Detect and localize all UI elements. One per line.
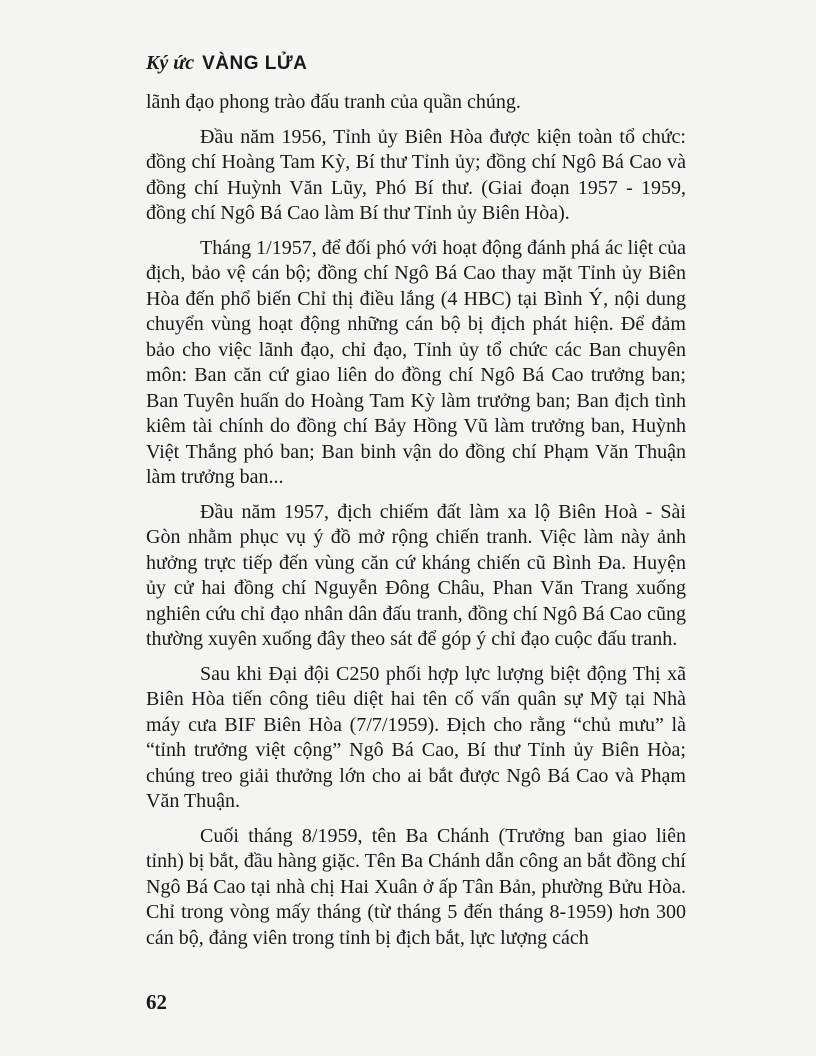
paragraph: Sau khi Đại đội C250 phối hợp lực lượng biệt động Thị xã Biên Hòa tiến công tiêu diệt hai tên cố vấn quân sự Mỹ tại Nhà máy cưa BIF Biên Hòa (7/7/1959). Địch cho rằng “chủ mưu” là “tỉnh trưởng việt cộng” Ngô Bá Cao, Bí thư Tỉnh ủy Biên Hòa; chúng treo giải thưởng lớn cho ai bắt được Ngô Bá Cao và Phạm Văn Thuận. [146, 662, 686, 812]
body-text [146, 90, 686, 951]
paragraph: lãnh đạo phong trào đấu tranh của quần chúng. [146, 91, 521, 113]
paragraph: Đầu năm 1956, Tỉnh ủy Biên Hòa được kiện toàn tổ chức: đồng chí Hoàng Tam Kỳ, Bí thư Tỉnh ủy; đồng chí Ngô Bá Cao và đồng chí Huỳnh Văn Lũy, Phó Bí thư. (Giai đoạn 1957 - 1959, đồng chí Ngô Bá Cao làm Bí thư Tỉnh ủy Biên Hòa). [146, 125, 686, 224]
running-header [146, 52, 307, 75]
header-script-title: Ký ức [146, 52, 195, 74]
paragraph: Cuối tháng 8/1959, tên Ba Chánh (Trưởng ban giao liên tỉnh) bị bắt, đầu hàng giặc. Tên Ba Chánh dẫn công an bắt đồng chí Ngô Bá Cao tại nhà chị Hai Xuân ở ấp Tân Bản, phường Bửu Hòa. Chỉ trong vòng mấy tháng (từ tháng 5 đến tháng 8-1959) hơn 300 cán bộ, đảng viên trong tỉnh bị địch bắt, lực lượng cách [146, 824, 686, 949]
page-number: 62 [146, 990, 167, 1014]
paragraph: Đầu năm 1957, địch chiếm đất làm xa lộ Biên Hoà - Sài Gòn nhằm phục vụ ý đồ mở rộng chiến tranh. Việc làm này ảnh hưởng trực tiếp đến vùng căn cứ kháng chiến cũ Bình Đa. Huyện ủy cử hai đồng chí Nguyễn Đông Châu, Phan Văn Trang xuống nghiên cứu chỉ đạo nhân dân đấu tranh, đồng chí Ngô Bá Cao cũng thường xuyên xuống đây theo sát để góp ý chỉ đạo cuộc đấu tranh. [146, 500, 686, 650]
paragraph: Tháng 1/1957, để đối phó với hoạt động đánh phá ác liệt của địch, bảo vệ cán bộ; đồng chí Ngô Bá Cao thay mặt Tỉnh ủy Biên Hòa đến phổ biến Chỉ thị điều lắng (4 HBC) tại Bình Ý, nội dung chuyển vùng hoạt động những cán bộ bị địch phát hiện. Để đảm bảo cho việc lãnh đạo, chỉ đạo, Tỉnh ủy tổ chức các Ban chuyên môn: Ban căn cứ giao liên do đồng chí Ngô Bá Cao trưởng ban; Ban Tuyên huấn do Hoàng Tam Kỳ làm trưởng ban; Ban địch tình kiêm tài chính do đồng chí Bảy Hồng Vũ làm trưởng ban, Huỳnh Việt Thắng phó ban; Ban binh vận do đồng chí Phạm Văn Thuận làm trưởng ban... [146, 236, 686, 488]
header-title: VÀNG LỬA [202, 53, 308, 74]
